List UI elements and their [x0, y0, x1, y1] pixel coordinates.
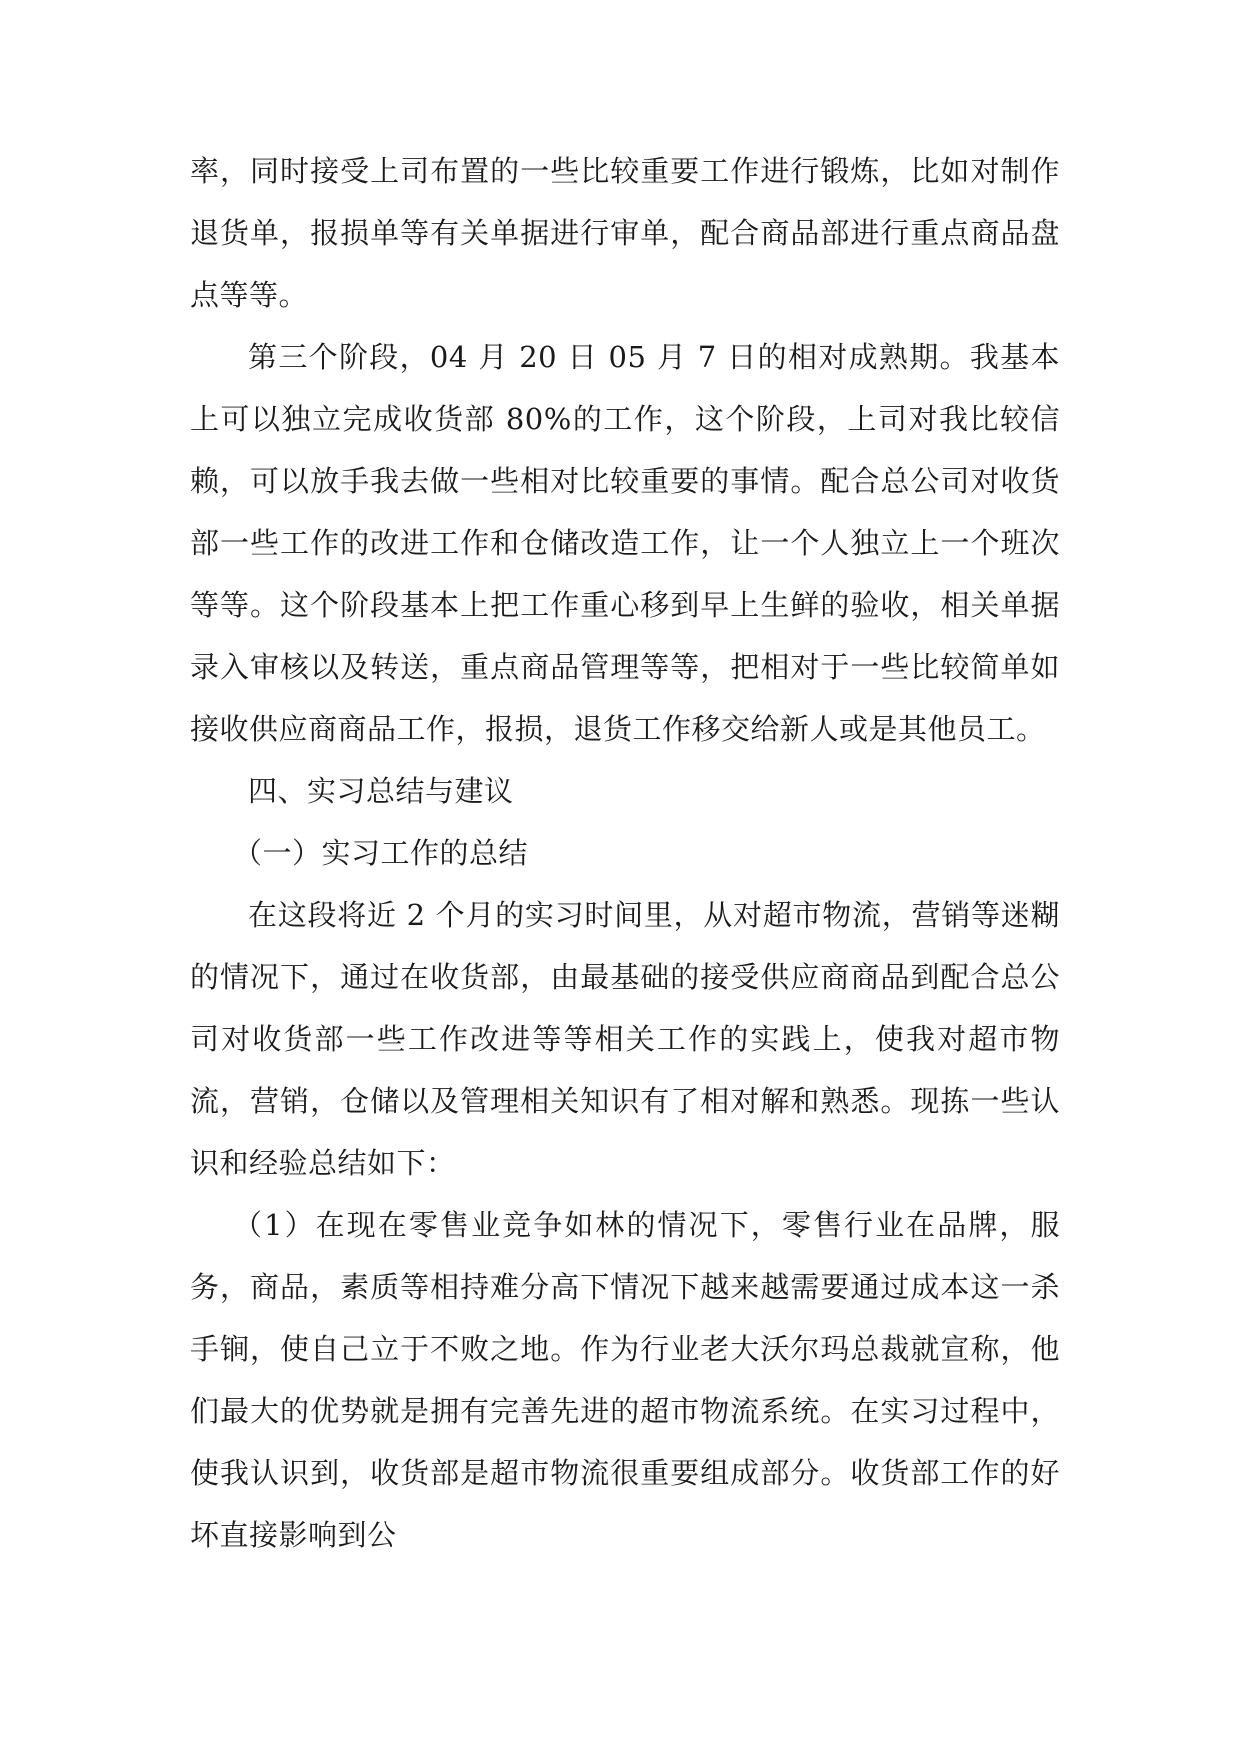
document-body	[190, 140, 1060, 1566]
paragraph-stage-three: 第三个阶段，04 月 20 日 05 月 7 日的相对成熟期。我基本上可以独立完成收货部 80%的工作，这个阶段，上司对我比较信赖，可以放手我去做一些相对比较重要的事情。配合总公司对收货部一些工作的改进工作和仓储改造工作，让一个人独立上一个班次等等。这个阶段基本上把工作重心移到早上生鲜的验收，相关单据录入审核以及转送，重点商品管理等等，把相对于一些比较简单如接收供应商商品工作，报损，退货工作移交给新人或是其他员工。	[190, 340, 1060, 746]
paragraph-point-one: （1）在现在零售业竞争如林的情况下，零售行业在品牌，服务，商品，素质等相持难分高下情况下越来越需要通过成本这一杀手锏，使自己立于不败之地。作为行业老大沃尔玛总裁就宣称，他们最大的优势就是拥有完善先进的超市物流系统。在实习过程中，使我认识到，收货部是超市物流很重要组成部分。收货部工作的好坏直接影响到公	[190, 1208, 1060, 1552]
paragraph-continuation: 率，同时接受上司布置的一些比较重要工作进行锻炼，比如对制作退货单，报损单等有关单据进行审单，配合商品部进行重点商品盘点等等。	[190, 154, 1060, 312]
paragraph-summary-intro: 在这段将近 2 个月的实习时间里，从对超市物流，营销等迷糊的情况下，通过在收货部，由最基础的接受供应商商品到配合总公司对收货部一些工作改进等等相关工作的实践上，使我对超市物流，营销，仓储以及管理相关知识有了相对解和熟悉。现拣一些认识和经验总结如下：	[190, 898, 1060, 1180]
subsection-heading-work-summary: （一）实习工作的总结	[233, 836, 529, 870]
section-heading-summary: 四、实习总结与建议	[248, 774, 514, 808]
